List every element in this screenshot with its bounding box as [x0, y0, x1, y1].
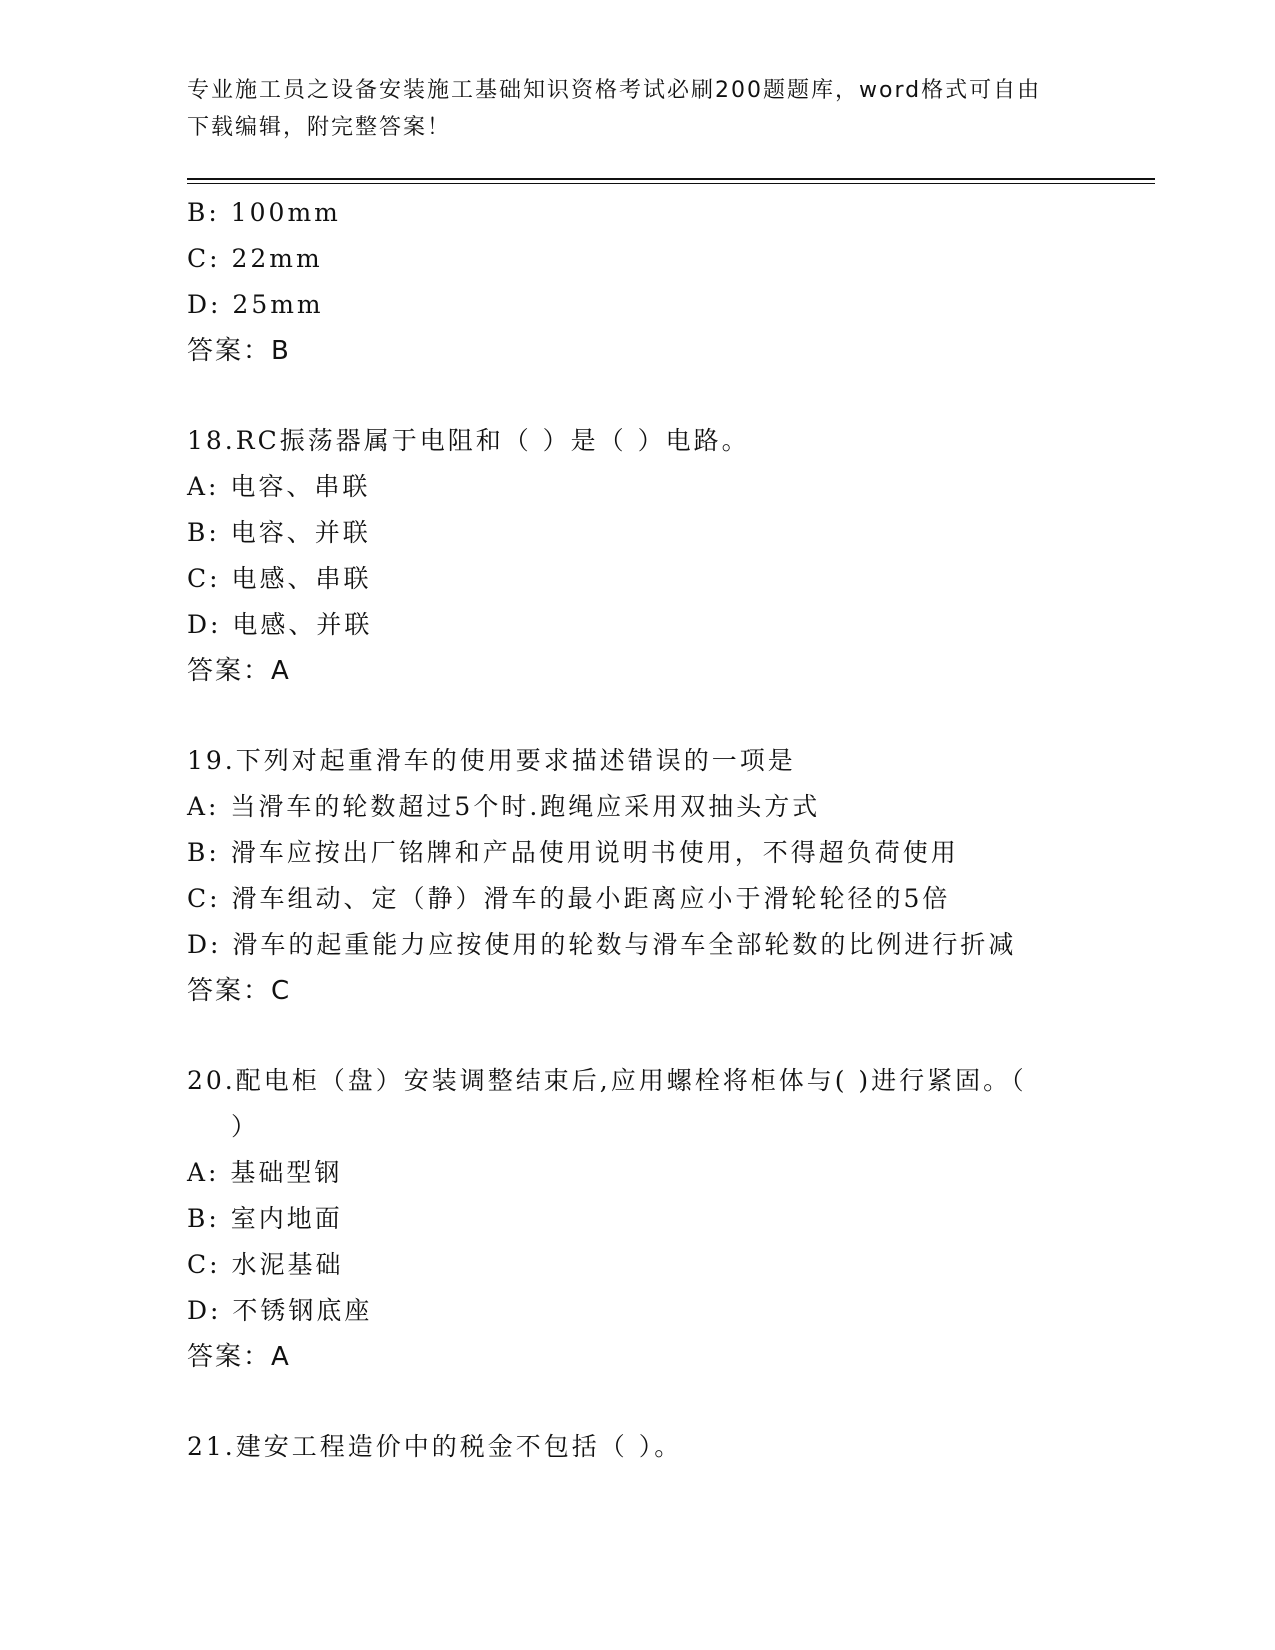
option-c: C: 22mm [187, 244, 323, 273]
option-a: A: 电容、串联 [187, 472, 371, 501]
option-b: B: 100mm [187, 198, 341, 227]
question-stem: 18.RC振荡器属于电阻和（ ）是（ ）电路。 [187, 426, 750, 455]
question-18 [187, 418, 1087, 694]
header-line-2: 下载编辑，附完整答案！ [187, 115, 452, 140]
answer-line: 答案：B [187, 336, 291, 366]
question-gap [187, 374, 1087, 418]
document-header [187, 72, 1067, 146]
option-d: D: 不锈钢底座 [187, 1296, 373, 1325]
question-19 [187, 738, 1087, 1014]
question-list [187, 190, 1087, 1470]
question-gap [187, 1380, 1087, 1424]
question-stem-continuation: ） [231, 1112, 260, 1141]
question-stem: 21.建安工程造价中的税金不包括（ ）。 [187, 1432, 683, 1461]
option-b: B: 滑车应按出厂铭牌和产品使用说明书使用，不得超负荷使用 [187, 838, 959, 867]
option-b: B: 室内地面 [187, 1204, 343, 1233]
question-stem: 19.下列对起重滑车的使用要求描述错误的一项是 [187, 746, 796, 775]
option-d: D: 25mm [187, 290, 324, 319]
option-b: B: 电容、并联 [187, 518, 371, 547]
option-c: C: 水泥基础 [187, 1250, 344, 1279]
question-17 [187, 190, 1087, 374]
answer-line: 答案：C [187, 976, 292, 1006]
option-a: A: 基础型钢 [187, 1158, 343, 1187]
header-line-1: 专业施工员之设备安装施工基础知识资格考试必刷200题题库，word格式可自由 [187, 78, 1042, 103]
answer-line: 答案：A [187, 656, 291, 686]
header-divider-thick [187, 178, 1155, 180]
option-a: A: 当滑车的轮数超过5个时.跑绳应采用双抽头方式 [187, 792, 821, 821]
option-c: C: 滑车组动、定（静）滑车的最小距离应小于滑轮轮径的5倍 [187, 884, 951, 913]
option-c: C: 电感、串联 [187, 564, 372, 593]
question-20 [187, 1058, 1087, 1380]
option-d: D: 滑车的起重能力应按使用的轮数与滑车全部轮数的比例进行折减 [187, 930, 1017, 959]
question-gap [187, 1014, 1087, 1058]
answer-line: 答案：A [187, 1342, 291, 1372]
question-stem: 20.配电柜（盘）安装调整结束后,应用螺栓将柜体与( )进行紧固。（ [187, 1066, 1027, 1095]
question-21 [187, 1424, 1087, 1470]
question-gap [187, 694, 1087, 738]
header-divider-thin [187, 183, 1155, 184]
option-d: D: 电感、并联 [187, 610, 373, 639]
